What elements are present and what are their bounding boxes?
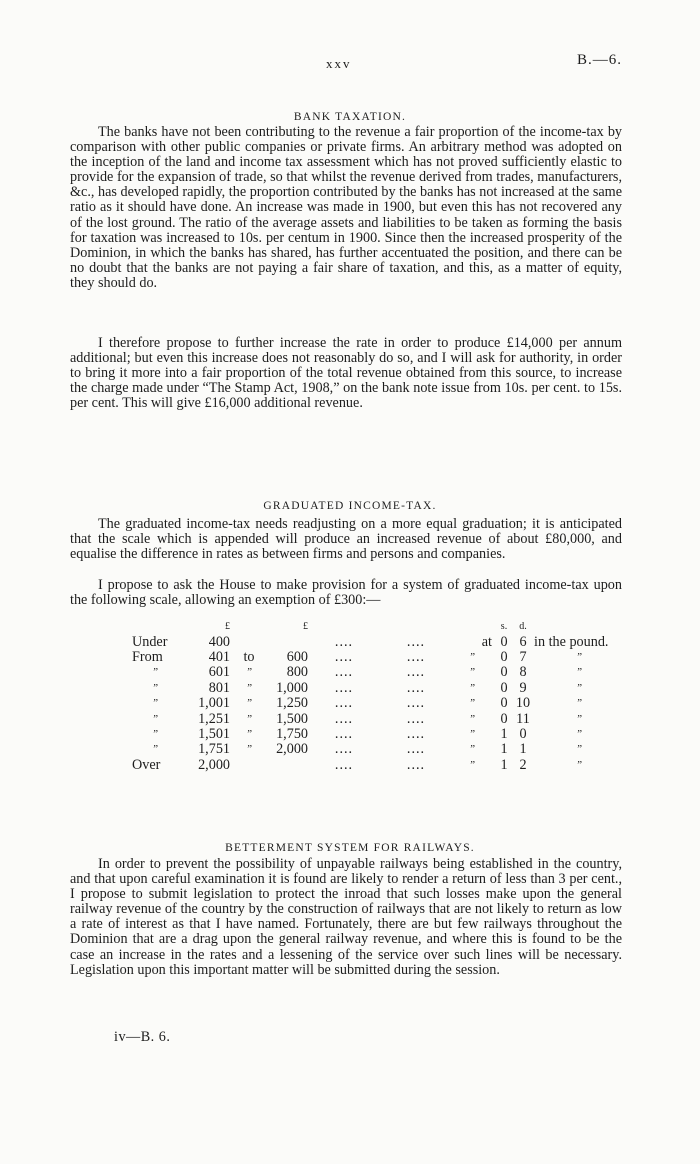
rate-shillings: 1: [500, 741, 508, 758]
bracket-label: ”: [151, 697, 159, 710]
leader-dots: ....: [334, 710, 354, 727]
leader-dots: ....: [334, 741, 354, 758]
paragraph: The graduated income-tax needs readjusting on a more equal graduation; it is anticipated that the scale which is appended will produce an increased revenue of about £80,000, and equalise the difference in rates as between firms and persons and companies.: [70, 516, 622, 563]
rate-shillings: 1: [500, 725, 508, 742]
bracket-separator: ”: [245, 666, 253, 679]
bracket-to: [264, 758, 308, 773]
bracket-to: 1,750: [276, 725, 308, 742]
rate-shillings: 0: [500, 633, 508, 650]
rate-at: ”: [468, 758, 476, 771]
bracket-label: ”: [151, 743, 159, 756]
bracket-label: ”: [151, 712, 159, 725]
bracket-to: 600: [286, 648, 308, 665]
income-tax-scale-table: [132, 619, 624, 773]
rate-pence: 0: [519, 725, 527, 742]
leader-dots: ....: [406, 679, 426, 696]
rate-pence: 11: [516, 710, 530, 727]
bracket-from: 601: [208, 664, 230, 681]
bracket-to: 2,000: [276, 741, 308, 758]
bracket-from: 400: [208, 633, 230, 650]
bracket-from: 801: [208, 679, 230, 696]
table-row: [132, 727, 624, 742]
rate-unit: ”: [575, 681, 583, 694]
rate-shillings: 0: [500, 695, 508, 712]
leader-dots: ....: [406, 725, 426, 742]
leader-dots: ....: [334, 648, 354, 665]
bracket-label: ”: [151, 666, 159, 679]
rate-unit: ”: [575, 697, 583, 710]
bracket-label: Under: [132, 633, 168, 650]
unit-pound-to: £: [303, 621, 308, 633]
unit-pound-from: £: [225, 621, 230, 633]
paragraph: The banks have not been contributing to the revenue a fair proportion of the income-tax by comparison with other public companies or private firms. An arbitrary method was adopted on the inception of the land and income tax assessment which has not proved sufficiently elastic to provide for the expansion of trade, so that whilst the revenue derived from trades, manufacturers, &c., has developed rapidly, the proportion contributed by the banks has not increased at the same ratio as it should have done. An increase was made in 1900, but even this has not recovered any of the lost ground. The ratio of the average assets and liabilities to be taken as forming the basis for taxation was increased to 10s. per centum in 1900. Since then the increased prosperity of the Dominion, in which the banks has shared, has further accentuated the position, and there can be no doubt that the banks are not paying a fair share of taxation, and this, as a matter of equity, they should do.: [70, 124, 622, 291]
rate-shillings: 0: [500, 679, 508, 696]
paragraph: I propose to ask the House to make provision for a system of graduated income-tax upon the following scale, allowing an exemption of £300:—: [70, 577, 622, 609]
leader-dots: ....: [334, 664, 354, 681]
table-row: [132, 758, 624, 773]
rate-at: ”: [468, 666, 476, 679]
leader-dots: ....: [334, 679, 354, 696]
rate-unit: in the pound.: [534, 633, 609, 650]
bracket-from: 1,501: [198, 725, 230, 742]
leader-dots: ....: [406, 664, 426, 681]
table-unit-row: [132, 619, 624, 634]
footer-signature: iv—B. 6.: [114, 1029, 171, 1045]
bracket-separator: ”: [245, 743, 253, 756]
leader-dots: ....: [334, 633, 354, 650]
leader-dots: ....: [406, 695, 426, 712]
bracket-from: 2,000: [198, 756, 230, 773]
table-row: [132, 742, 624, 757]
rate-unit: ”: [575, 727, 583, 740]
bracket-label: Over: [132, 756, 161, 773]
bracket-to: 1,250: [276, 695, 308, 712]
leader-dots: ....: [334, 695, 354, 712]
unit-pence: d.: [519, 621, 527, 633]
rate-pence: 1: [519, 741, 527, 758]
bracket-to: [264, 634, 308, 649]
document-reference: B.—6.: [577, 52, 623, 68]
table-row: [132, 681, 624, 696]
leader-dots: ....: [334, 756, 354, 773]
rate-shillings: 0: [500, 664, 508, 681]
table-row: [132, 696, 624, 711]
table-row: [132, 711, 624, 726]
bracket-from: 1,001: [198, 695, 230, 712]
rate-pence: 8: [519, 664, 527, 681]
rate-unit: ”: [575, 758, 583, 771]
bracket-from: 401: [208, 648, 230, 665]
section-title-betterment: BETTERMENT SYSTEM FOR RAILWAYS.: [225, 842, 475, 854]
rate-pence: 10: [515, 695, 531, 712]
rate-at: ”: [468, 697, 476, 710]
rate-unit: ”: [575, 712, 583, 725]
rate-at: ”: [468, 650, 476, 663]
bracket-separator: [234, 634, 264, 649]
paragraph: I therefore propose to further increase the rate in order to produce £14,000 per annum additional; but even this increase does not reasonably do so, and I will ask for authority, in order to bring it more into a fair proportion of the total revenue obtained from this source, to increase the charge made under “The Stamp Act, 1908,” on the bank note issue from 10s. per cent. to 15s. per cent. This will give £16,000 additional revenue.: [70, 335, 622, 412]
rate-unit: ”: [575, 743, 583, 756]
rate-at: at: [481, 633, 492, 650]
rate-at: ”: [468, 743, 476, 756]
section-title-graduated-income-tax: GRADUATED INCOME-TAX.: [263, 500, 437, 512]
unit-shillings: s.: [500, 621, 508, 633]
bracket-from: 1,751: [198, 741, 230, 758]
rate-pence: 7: [519, 648, 527, 665]
bracket-separator: ”: [245, 681, 253, 694]
table-row: [132, 665, 624, 680]
leader-dots: ....: [406, 741, 426, 758]
bracket-separator: to: [243, 648, 255, 665]
section-title-bank-taxation: BANK TAXATION.: [293, 111, 407, 123]
rate-at: ”: [468, 712, 476, 725]
leader-dots: ....: [406, 710, 426, 727]
rate-at: ”: [468, 681, 476, 694]
bracket-to: 1,000: [276, 679, 308, 696]
rate-pence: 2: [519, 756, 527, 773]
page-number: xxv: [326, 56, 352, 71]
bracket-label: From: [132, 648, 163, 665]
bracket-to: 1,500: [276, 710, 308, 727]
rate-pence: 6: [519, 633, 527, 650]
bracket-separator: [234, 758, 264, 773]
bracket-to: 800: [286, 664, 308, 681]
rate-at: ”: [468, 727, 476, 740]
bracket-label: ”: [151, 681, 159, 694]
rate-unit: ”: [575, 650, 583, 663]
table-row: [132, 650, 624, 665]
leader-dots: ....: [406, 648, 426, 665]
bracket-label: ”: [151, 727, 159, 740]
rate-shillings: 0: [500, 648, 508, 665]
rate-unit: ”: [575, 666, 583, 679]
bracket-separator: ”: [245, 727, 253, 740]
bracket-separator: ”: [245, 712, 253, 725]
rate-shillings: 1: [500, 756, 508, 773]
bracket-separator: ”: [245, 697, 253, 710]
rate-pence: 9: [519, 679, 527, 696]
leader-dots: ....: [334, 725, 354, 742]
table-row: [132, 634, 624, 649]
paragraph: In order to prevent the possibility of unpayable railways being established in the country, and that upon careful examination it is found are likely to render a return of less than 3 per cent., I propose to submit legislation to protect the inroad that such losses make upon the general railway revenue of the country by the construction of railways that are not likely to return as low a rate of interest as that I have named. Fortunately, there are but few railways throughout the Dominion that are a drag upon the general railway revenue, and where this is found to be the case an increase in the rates and a lessening of the service over such lines will be necessary. Legislation upon this important matter will be submitted during the session.: [70, 856, 622, 978]
rate-shillings: 0: [500, 710, 508, 727]
bracket-from: 1,251: [198, 710, 230, 727]
leader-dots: ....: [406, 633, 426, 650]
leader-dots: ....: [406, 756, 426, 773]
